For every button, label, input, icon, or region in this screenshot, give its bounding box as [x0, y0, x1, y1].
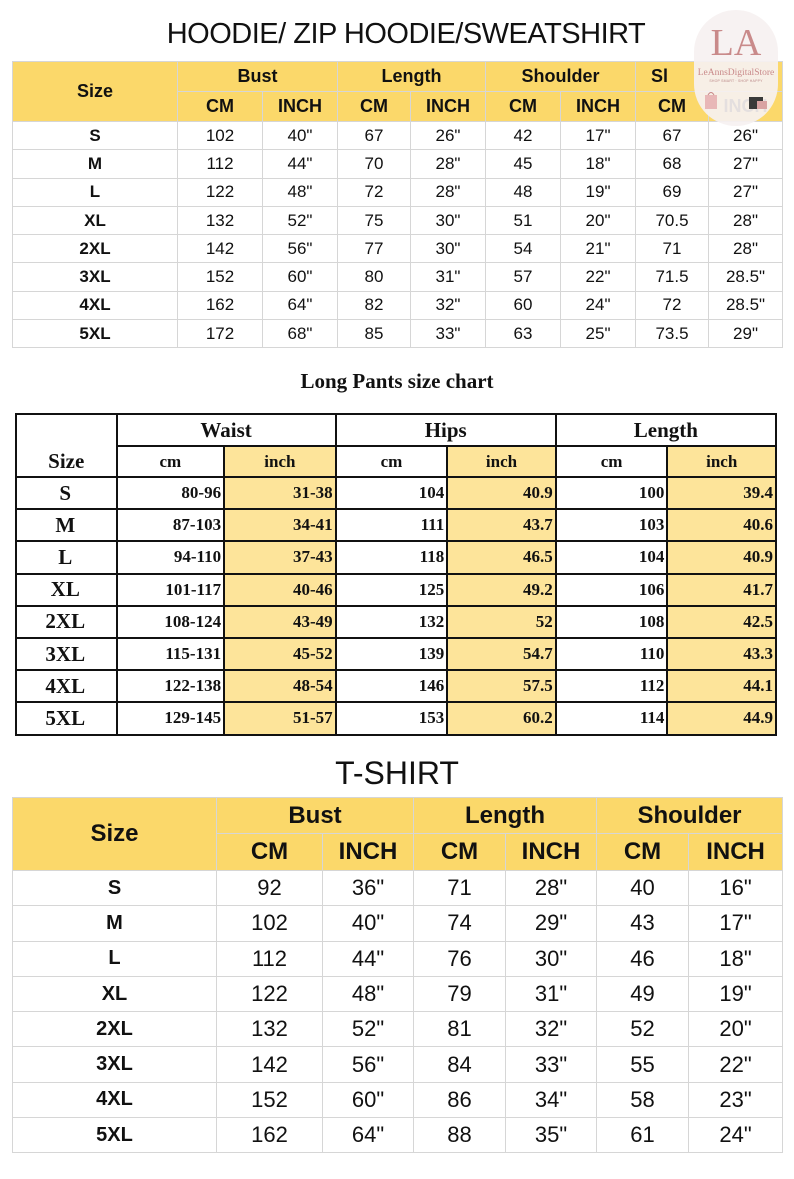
value-cell: 115-131: [117, 638, 225, 670]
value-cell: 17": [561, 122, 636, 150]
table-row: [16, 670, 776, 702]
unit-header: INCH: [561, 92, 636, 122]
value-cell: 44.9: [667, 702, 776, 734]
value-cell: 71: [414, 871, 506, 906]
value-cell: 20": [689, 1012, 783, 1047]
size-cell: XL: [16, 574, 117, 606]
unit-header: CM: [597, 834, 689, 871]
value-cell: 22": [689, 1047, 783, 1082]
table-row: [13, 263, 783, 291]
unit-header: CM: [178, 92, 263, 122]
value-cell: 152: [178, 263, 263, 291]
value-cell: 36": [323, 871, 414, 906]
size-header: Size: [13, 62, 178, 122]
sleeve-header: Sl: [636, 62, 783, 92]
table-row: [13, 1047, 783, 1082]
value-cell: 31": [411, 263, 486, 291]
value-cell: 39.4: [667, 477, 776, 509]
value-cell: 142: [178, 235, 263, 263]
value-cell: 26": [709, 122, 783, 150]
bust-header: Bust: [178, 62, 338, 92]
value-cell: 48": [263, 178, 338, 206]
value-cell: 85: [338, 320, 411, 348]
unit-header: cm: [556, 446, 668, 477]
hoodie-title: HOODIE/ ZIP HOODIE/SWEATSHIRT: [166, 18, 646, 50]
table-row: [13, 178, 783, 206]
value-cell: 40.6: [667, 509, 776, 541]
value-cell: 122: [178, 178, 263, 206]
value-cell: 57: [486, 263, 561, 291]
table-row: [13, 1012, 783, 1047]
value-cell: 22": [561, 263, 636, 291]
value-cell: 45: [486, 150, 561, 178]
value-cell: 102: [178, 122, 263, 150]
value-cell: 40": [263, 122, 338, 150]
value-cell: 64": [263, 291, 338, 319]
value-cell: 52": [323, 1012, 414, 1047]
value-cell: 68": [263, 320, 338, 348]
value-cell: 101-117: [117, 574, 225, 606]
waist-header: Waist: [117, 414, 336, 446]
value-cell: 28": [709, 206, 783, 234]
size-cell: 3XL: [16, 638, 117, 670]
value-cell: 152: [217, 1082, 323, 1117]
value-cell: 104: [556, 541, 668, 573]
value-cell: 34-41: [224, 509, 336, 541]
size-cell: 3XL: [13, 263, 178, 291]
value-cell: 112: [556, 670, 668, 702]
value-cell: 30": [411, 206, 486, 234]
value-cell: 110: [556, 638, 668, 670]
value-cell: 52": [263, 206, 338, 234]
table-row: [13, 976, 783, 1011]
value-cell: 132: [217, 1012, 323, 1047]
tshirt-title: T-SHIRT: [335, 755, 459, 791]
value-cell: 49: [597, 976, 689, 1011]
table-row: [13, 871, 783, 906]
value-cell: 86: [414, 1082, 506, 1117]
value-cell: 129-145: [117, 702, 225, 734]
shoulder-header: Shoulder: [597, 798, 783, 834]
value-cell: 112: [217, 941, 323, 976]
size-cell: XL: [13, 976, 217, 1011]
value-cell: 71.5: [636, 263, 709, 291]
size-cell: M: [13, 906, 217, 941]
size-cell: 5XL: [13, 1118, 217, 1153]
value-cell: 42: [486, 122, 561, 150]
value-cell: 102: [217, 906, 323, 941]
size-cell: 2XL: [13, 235, 178, 263]
unit-header: inch: [447, 446, 556, 477]
value-cell: 31-38: [224, 477, 336, 509]
value-cell: 72: [338, 178, 411, 206]
value-cell: 67: [338, 122, 411, 150]
length-header: Length: [338, 62, 486, 92]
value-cell: 32": [411, 291, 486, 319]
unit-header: INCH: [689, 834, 783, 871]
value-cell: 51: [486, 206, 561, 234]
size-header: Size: [16, 414, 117, 477]
value-cell: 108: [556, 606, 668, 638]
unit-header: CM: [338, 92, 411, 122]
value-cell: 118: [336, 541, 448, 573]
value-cell: 37-43: [224, 541, 336, 573]
value-cell: 122: [217, 976, 323, 1011]
value-cell: 29": [506, 906, 597, 941]
value-cell: 162: [217, 1118, 323, 1153]
value-cell: 132: [178, 206, 263, 234]
value-cell: 40: [597, 871, 689, 906]
value-cell: 46.5: [447, 541, 556, 573]
value-cell: 71: [636, 235, 709, 263]
value-cell: 77: [338, 235, 411, 263]
value-cell: 100: [556, 477, 668, 509]
hoodie-size-table: [12, 61, 783, 348]
value-cell: 73.5: [636, 320, 709, 348]
value-cell: 33": [411, 320, 486, 348]
shopping-bags-icon: [701, 89, 771, 111]
value-cell: 45-52: [224, 638, 336, 670]
bust-header: Bust: [217, 798, 414, 834]
value-cell: 25": [561, 320, 636, 348]
value-cell: 48": [323, 976, 414, 1011]
value-cell: 92: [217, 871, 323, 906]
value-cell: 81: [414, 1012, 506, 1047]
unit-header: inch: [667, 446, 776, 477]
value-cell: 30": [506, 941, 597, 976]
value-cell: 60": [323, 1082, 414, 1117]
value-cell: 28.5": [709, 291, 783, 319]
value-cell: 87-103: [117, 509, 225, 541]
unit-header: CM: [486, 92, 561, 122]
size-cell: 2XL: [13, 1012, 217, 1047]
size-cell: 4XL: [13, 1082, 217, 1117]
value-cell: 122-138: [117, 670, 225, 702]
table-row: [13, 1082, 783, 1117]
table-row: [16, 541, 776, 573]
value-cell: 27": [709, 150, 783, 178]
value-cell: 58: [597, 1082, 689, 1117]
value-cell: 139: [336, 638, 448, 670]
table-row: [13, 150, 783, 178]
value-cell: 30": [411, 235, 486, 263]
value-cell: 75: [338, 206, 411, 234]
value-cell: 43: [597, 906, 689, 941]
value-cell: 19": [689, 976, 783, 1011]
value-cell: 142: [217, 1047, 323, 1082]
value-cell: 41.7: [667, 574, 776, 606]
size-cell: 5XL: [13, 320, 178, 348]
table-row: [16, 606, 776, 638]
value-cell: 34": [506, 1082, 597, 1117]
table-row: [13, 1118, 783, 1153]
value-cell: 68: [636, 150, 709, 178]
size-cell: L: [16, 541, 117, 573]
size-cell: 5XL: [16, 702, 117, 734]
value-cell: 153: [336, 702, 448, 734]
pants-size-table: [15, 413, 777, 736]
value-cell: 24": [689, 1118, 783, 1153]
value-cell: 55: [597, 1047, 689, 1082]
value-cell: 114: [556, 702, 668, 734]
value-cell: 31": [506, 976, 597, 1011]
value-cell: 82: [338, 291, 411, 319]
value-cell: 84: [414, 1047, 506, 1082]
size-cell: XL: [13, 206, 178, 234]
size-cell: 4XL: [13, 291, 178, 319]
shoulder-header: Shoulder: [486, 62, 636, 92]
unit-header: INCH: [323, 834, 414, 871]
value-cell: 61: [597, 1118, 689, 1153]
value-cell: 23": [689, 1082, 783, 1117]
table-row: [16, 509, 776, 541]
value-cell: 56": [263, 235, 338, 263]
value-cell: 54: [486, 235, 561, 263]
value-cell: 28": [411, 150, 486, 178]
unit-header: CM: [217, 834, 323, 871]
value-cell: 33": [506, 1047, 597, 1082]
value-cell: 40.9: [667, 541, 776, 573]
value-cell: 172: [178, 320, 263, 348]
value-cell: 28.5": [709, 263, 783, 291]
value-cell: 70.5: [636, 206, 709, 234]
value-cell: 108-124: [117, 606, 225, 638]
value-cell: 80: [338, 263, 411, 291]
unit-header: CM: [414, 834, 506, 871]
size-cell: L: [13, 941, 217, 976]
size-cell: S: [13, 122, 178, 150]
value-cell: 111: [336, 509, 448, 541]
value-cell: 88: [414, 1118, 506, 1153]
logo-tagline: SHOP SMART · SHOP HAPPY: [709, 79, 763, 83]
value-cell: 51-57: [224, 702, 336, 734]
size-cell: S: [13, 871, 217, 906]
unit-header: INCH: [263, 92, 338, 122]
value-cell: 106: [556, 574, 668, 606]
value-cell: 44": [263, 150, 338, 178]
value-cell: 18": [561, 150, 636, 178]
value-cell: 21": [561, 235, 636, 263]
table-row: [13, 122, 783, 150]
value-cell: 67: [636, 122, 709, 150]
value-cell: 132: [336, 606, 448, 638]
value-cell: 60.2: [447, 702, 556, 734]
size-cell: M: [16, 509, 117, 541]
value-cell: 46: [597, 941, 689, 976]
value-cell: 72: [636, 291, 709, 319]
table-row: [16, 702, 776, 734]
value-cell: 49.2: [447, 574, 556, 606]
value-cell: 40.9: [447, 477, 556, 509]
value-cell: 29": [709, 320, 783, 348]
value-cell: 52: [597, 1012, 689, 1047]
value-cell: 32": [506, 1012, 597, 1047]
value-cell: 60: [486, 291, 561, 319]
unit-header: inch: [224, 446, 336, 477]
value-cell: 40": [323, 906, 414, 941]
table-row: [13, 235, 783, 263]
size-cell: 4XL: [16, 670, 117, 702]
value-cell: 146: [336, 670, 448, 702]
value-cell: 17": [689, 906, 783, 941]
value-cell: 64": [323, 1118, 414, 1153]
value-cell: 28": [506, 871, 597, 906]
length-header: Length: [556, 414, 776, 446]
value-cell: 162: [178, 291, 263, 319]
table-row: [13, 320, 783, 348]
table-row: [13, 941, 783, 976]
value-cell: 94-110: [117, 541, 225, 573]
size-cell: L: [13, 178, 178, 206]
size-cell: S: [16, 477, 117, 509]
value-cell: 44.1: [667, 670, 776, 702]
value-cell: 43-49: [224, 606, 336, 638]
table-row: [16, 477, 776, 509]
value-cell: 63: [486, 320, 561, 348]
value-cell: 79: [414, 976, 506, 1011]
pants-title: Long Pants size chart: [300, 369, 494, 393]
table-row: [13, 906, 783, 941]
value-cell: 20": [561, 206, 636, 234]
value-cell: 24": [561, 291, 636, 319]
unit-header: INCH: [506, 834, 597, 871]
hips-header: Hips: [336, 414, 556, 446]
value-cell: 43.7: [447, 509, 556, 541]
unit-header: cm: [336, 446, 448, 477]
value-cell: 103: [556, 509, 668, 541]
logo-monogram: LA: [710, 22, 762, 64]
tshirt-size-table: [12, 797, 783, 1153]
store-logo: [694, 10, 778, 126]
size-cell: 2XL: [16, 606, 117, 638]
value-cell: 43.3: [667, 638, 776, 670]
value-cell: 54.7: [447, 638, 556, 670]
value-cell: 40-46: [224, 574, 336, 606]
value-cell: 42.5: [667, 606, 776, 638]
value-cell: 125: [336, 574, 448, 606]
table-row: [13, 206, 783, 234]
value-cell: 28": [709, 235, 783, 263]
unit-header: INCH: [411, 92, 486, 122]
value-cell: 56": [323, 1047, 414, 1082]
value-cell: 60": [263, 263, 338, 291]
unit-header: CM: [636, 92, 709, 122]
value-cell: 19": [561, 178, 636, 206]
value-cell: 74: [414, 906, 506, 941]
value-cell: 28": [411, 178, 486, 206]
size-header: Size: [13, 798, 217, 871]
value-cell: 48-54: [224, 670, 336, 702]
value-cell: 76: [414, 941, 506, 976]
value-cell: 69: [636, 178, 709, 206]
unit-header: cm: [117, 446, 225, 477]
value-cell: 35": [506, 1118, 597, 1153]
value-cell: 52: [447, 606, 556, 638]
value-cell: 70: [338, 150, 411, 178]
table-row: [16, 638, 776, 670]
logo-store-name: LeAnnsDigitalStore: [697, 68, 775, 78]
table-row: [16, 574, 776, 606]
value-cell: 57.5: [447, 670, 556, 702]
value-cell: 48: [486, 178, 561, 206]
value-cell: 26": [411, 122, 486, 150]
value-cell: 80-96: [117, 477, 225, 509]
value-cell: 18": [689, 941, 783, 976]
size-cell: 3XL: [13, 1047, 217, 1082]
size-cell: M: [13, 150, 178, 178]
length-header: Length: [414, 798, 597, 834]
value-cell: 27": [709, 178, 783, 206]
value-cell: 44": [323, 941, 414, 976]
table-row: [13, 291, 783, 319]
value-cell: 16": [689, 871, 783, 906]
value-cell: 104: [336, 477, 448, 509]
value-cell: 112: [178, 150, 263, 178]
